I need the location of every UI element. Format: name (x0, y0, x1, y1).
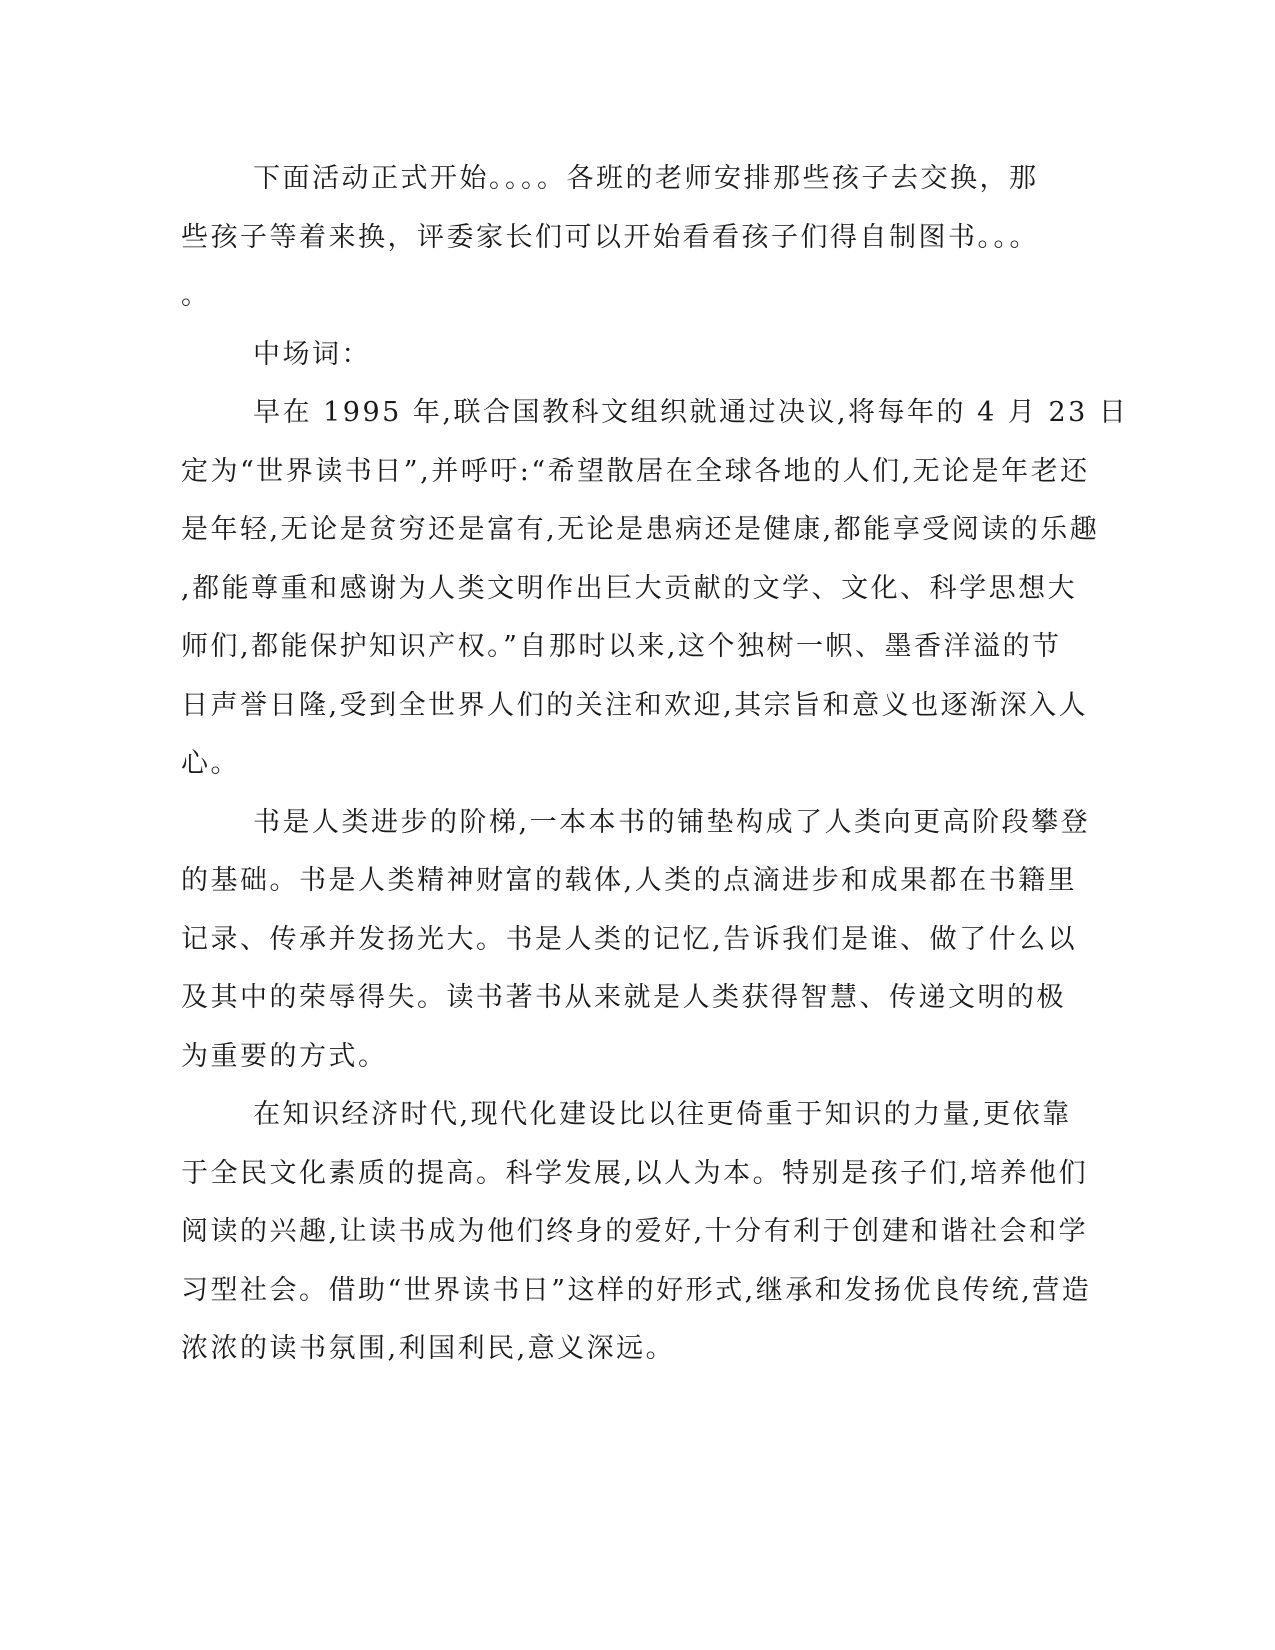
text-line: 下面活动正式开始。。。。各班的老师安排那些孩子去交换，那 (253, 163, 1039, 194)
paragraph-knowledge-economy (181, 1086, 1092, 1379)
text-line: 是年轻,无论是贫穷还是富有,无论是患病还是健康,都能享受阅读的乐趣 (181, 514, 1100, 545)
text-line: 定为“世界读书日”,并呼吁:“希望散居在全球各地的人们,无论是年老还 (181, 455, 1090, 487)
text-line: 些孩子等着来换，评委家长们可以开始看看孩子们得自制图书。。。 (181, 221, 1039, 253)
text-line: 为重要的方式。 (181, 1040, 388, 1072)
document-page (181, 150, 1129, 1379)
text-line: 习型社会。借助“世界读书日”这样的好形式,继承和发扬优良传统,营造 (181, 1274, 1092, 1306)
text-line: ,都能尊重和感谢为人类文明作出巨大贡献的文学、文化、科学思想大 (181, 572, 1078, 604)
text-line: 阅读的兴趣,让读书成为他们终身的爱好,十分有利于创建和谐社会和学 (181, 1216, 1089, 1247)
text-line: 的基础。书是人类精神财富的载体,人类的点滴进步和成果都在书籍里 (181, 865, 1078, 896)
text-line: 书是人类进步的阶梯,一本本书的铺垫构成了人类向更高阶段攀登 (253, 806, 1091, 838)
text-line: 浓浓的读书氛围,利国利民,意义深远。 (181, 1333, 676, 1364)
paragraph-books-ladder (181, 794, 1091, 1087)
section-heading: 中场词： (253, 338, 371, 370)
text-line: 在知识经济时代,现代化建设比以往更倚重于知识的力量,更依靠 (253, 1099, 1072, 1130)
text-line: 于全民文化素质的提高。科学发展,以人为本。特别是孩子们,培养他们 (181, 1157, 1089, 1189)
paragraph-activity-start (181, 150, 1041, 326)
text-line: 及其中的荣辱得失。读书著书从来就是人类获得智慧、传递文明的极 (181, 982, 1066, 1013)
text-line: 日声誉日隆,受到全世界人们的关注和欢迎,其宗旨和意义也逐渐深入人 (181, 689, 1089, 721)
text-line: 心。 (181, 748, 240, 779)
text-line: 记录、传承并发扬光大。书是人类的记忆,告诉我们是谁、做了什么以 (181, 923, 1078, 955)
text-line: 。 (181, 280, 211, 311)
paragraph-world-book-day (181, 384, 1129, 794)
text-line: 师们,都能保护知识产权。”自那时以来,这个独树一帜、墨香洋溢的节 (181, 631, 1062, 662)
paragraph-intermission-heading (181, 326, 1041, 385)
text-line: 早在 1995 年,联合国教科文组织就通过决议,将每年的 4 月 23 日 (253, 397, 1129, 428)
